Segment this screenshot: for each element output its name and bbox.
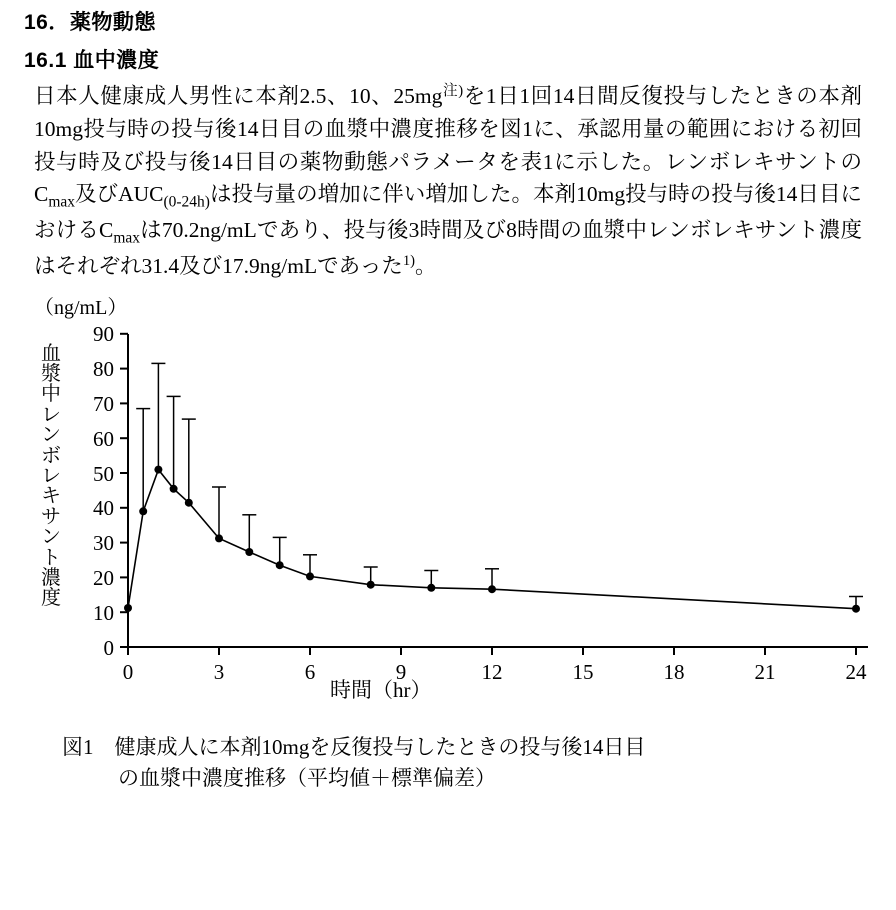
footnote-marker: 注) bbox=[442, 83, 464, 99]
chart-x-axis-label: 時間（hr） bbox=[330, 677, 432, 702]
paragraph-part-4: は投与量の増加に伴い増加した。本剤10mg投与時の投与後14日目におけるC bbox=[34, 182, 862, 242]
subsection-heading: 16.1 血中濃度 bbox=[24, 49, 160, 72]
paragraph-part-2: を1日1回14日間反復投与したときの本剤10mg投与時の投与後14日目の血漿中濃度推移を図1に、承認用量の範囲における初回投与時及び投与後14日目の薬物動態パラメータを表1に示した。レンボレキサントのC bbox=[34, 84, 862, 207]
svg-text:6: 6 bbox=[304, 659, 316, 684]
figure-caption bbox=[0, 732, 896, 795]
error-bars bbox=[136, 363, 863, 608]
svg-text:0: 0 bbox=[122, 659, 134, 684]
chart-unit-label: （ng/mL） bbox=[34, 296, 128, 319]
svg-text:9: 9 bbox=[395, 659, 407, 684]
paragraph-part-5: は70.2ng/mLであり、投与後3時間及び8時間の血漿中レンボレキサント濃度はそれぞれ31.4及び17.9ng/mLであった bbox=[34, 218, 862, 278]
reference-marker: 1) bbox=[402, 252, 416, 269]
series-markers bbox=[124, 465, 860, 612]
page bbox=[0, 6, 896, 910]
paragraph-part-6: 。 bbox=[415, 253, 437, 278]
chart-plot-area bbox=[0, 322, 896, 722]
svg-text:70: 70 bbox=[93, 391, 114, 416]
svg-text:40: 40 bbox=[93, 495, 114, 520]
svg-text:21: 21 bbox=[754, 659, 776, 684]
svg-text:50: 50 bbox=[93, 461, 114, 486]
svg-text:0: 0 bbox=[103, 635, 114, 660]
concentration-time-chart bbox=[0, 322, 896, 722]
paragraph-part-3: 及びAUC bbox=[74, 182, 164, 207]
figure-caption-line-1: 図1 健康成人に本剤10mgを反復投与したときの投与後14日目 bbox=[62, 734, 646, 759]
svg-text:15: 15 bbox=[572, 659, 594, 684]
section-heading: 16．薬物動態 bbox=[24, 11, 156, 34]
chart-y-axis-label: 血 漿 中 レ ン ボ レ キ サ ン ト 濃 度 bbox=[41, 342, 61, 610]
figure-caption-line-2: の血漿中濃度推移（平均値＋標準偏差） bbox=[118, 766, 496, 791]
svg-text:30: 30 bbox=[93, 530, 114, 555]
svg-text:80: 80 bbox=[93, 356, 114, 381]
x-axis-ticks bbox=[123, 647, 867, 684]
svg-text:24: 24 bbox=[845, 659, 867, 684]
svg-text:60: 60 bbox=[93, 426, 114, 451]
svg-text:10: 10 bbox=[93, 600, 114, 625]
y-axis-ticks bbox=[93, 322, 128, 660]
paragraph-part-1: 日本人健康成人男性に本剤2.5、10、25mg bbox=[34, 84, 443, 109]
auc-subscript: (0-24h) bbox=[163, 193, 210, 211]
cmax-subscript-2: max bbox=[113, 229, 140, 247]
cmax-subscript: max bbox=[48, 193, 75, 211]
svg-text:12: 12 bbox=[481, 659, 503, 684]
svg-text:20: 20 bbox=[93, 565, 114, 590]
svg-text:18: 18 bbox=[663, 659, 685, 684]
svg-text:90: 90 bbox=[93, 321, 114, 346]
body-paragraph bbox=[34, 80, 862, 283]
svg-text:3: 3 bbox=[213, 659, 225, 684]
